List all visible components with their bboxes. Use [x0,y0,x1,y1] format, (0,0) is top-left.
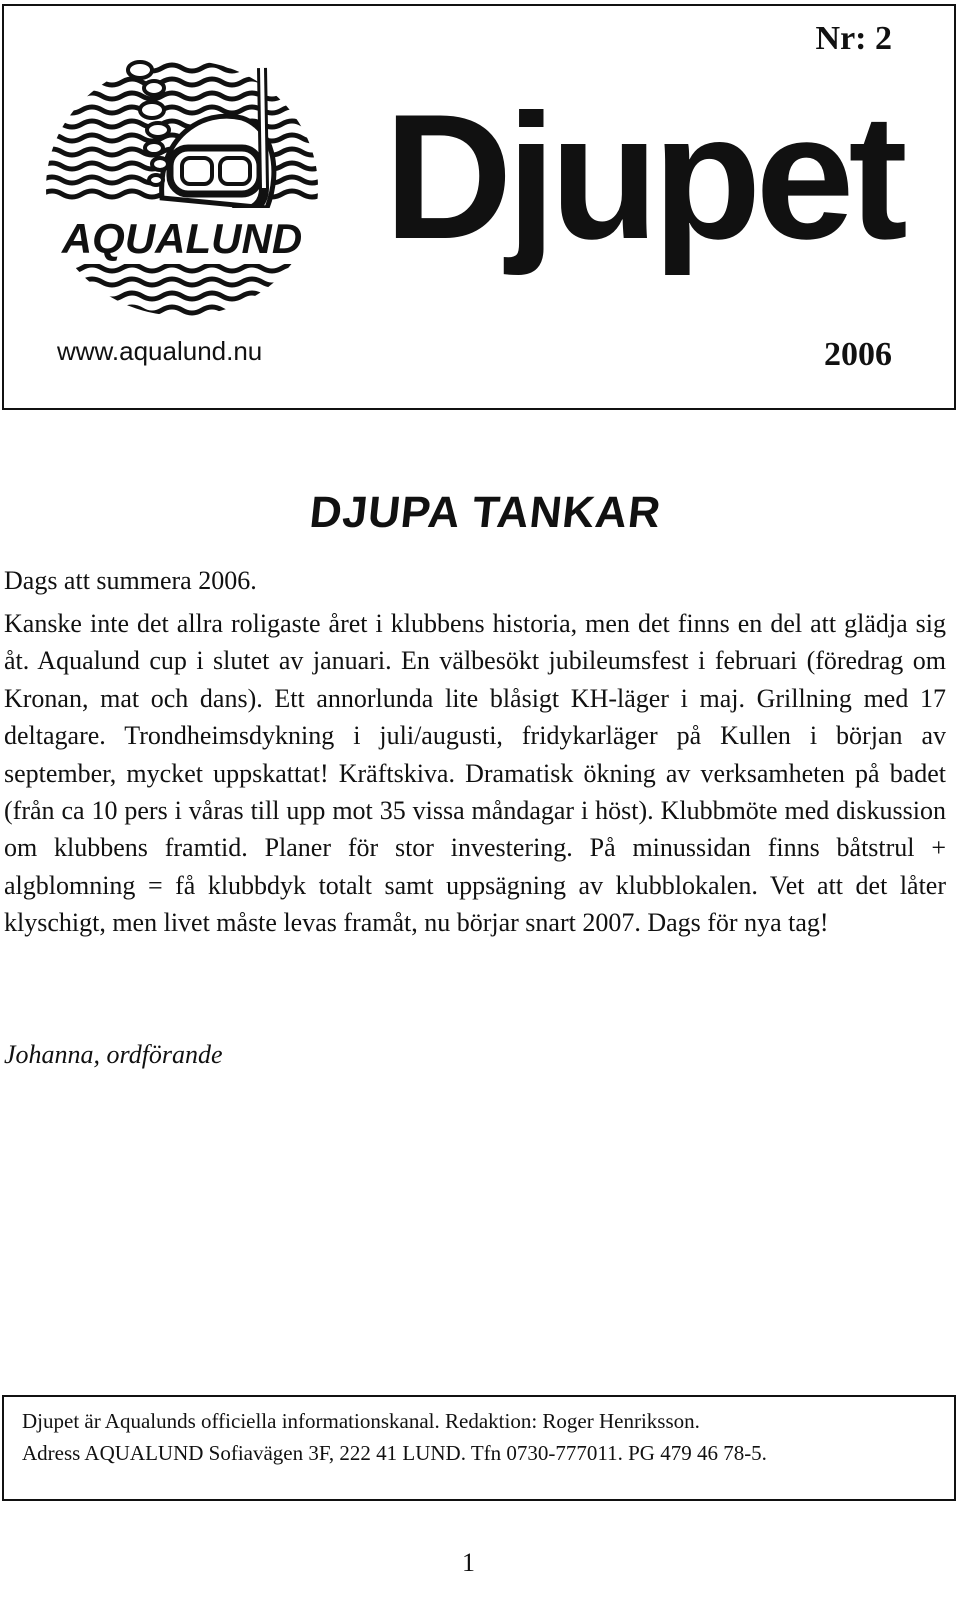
page-number: 1 [462,1548,475,1577]
colophon-line-editor: Djupet är Aqualunds officiella informationskanal. Redaktion: Roger Henriksson. [22,1409,700,1433]
website-link[interactable]: www.aqualund.nu [57,336,263,366]
article-title: DJUPA TANKAR [307,488,664,537]
logo-text: AQUALUND [61,215,303,262]
article-body: Kanske inte det allra roligaste året i klubbens historia, men det finns en del att glädja sig åt. Aqualund cup i slutet av januari. En välbesökt jubileumsfest i februari (föredrag om Kronan, mat och dans). Ett annorlunda lite blåsigt KH-läger i maj. Grillning med 17 deltagare. Trondheimsdykning i juli/augusti, fridykarläger på Kullen i början av september, mycket uppskattat! Kräftskiva. Dramatisk ökning av verksamheten på badet (från ca 10 pers i våras till upp mot 35 vissa måndagar i höst). Klubbmöte med diskussion om klubbens framtid. Planer för stor investering. På minussidan finns båtstrul + algblomning = få klubbdyk totalt samt uppsägning av klubblokalen. Vet att det låter klyschigt, men livet måste levas framåt, nu börjar snart 2007. Dags för nya tag! [4,609,946,938]
article-signature: Johanna, ordförande [4,1040,223,1069]
colophon-box [2,1395,956,1501]
issue-year: 2006 [824,336,892,373]
newsletter-title: Djupet [384,77,902,276]
masthead [2,4,956,410]
issue-number: Nr: 2 [815,20,892,57]
article-intro: Dags att summera 2006. [4,566,257,595]
colophon-line-address: Adress AQUALUND Sofiavägen 3F, 222 41 LUND. Tfn 0730-777011. PG 479 46 78-5. [22,1441,767,1465]
diver-logo-icon [42,48,322,318]
